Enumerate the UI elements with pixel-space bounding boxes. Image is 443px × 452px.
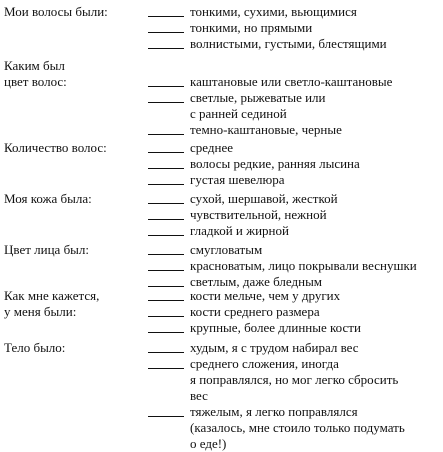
option: смугловатым [148,242,439,258]
section-label: Количество волос: [4,140,107,155]
option: светлым, даже бледным [148,274,439,290]
answer-blank[interactable] [148,286,184,287]
answer-blank[interactable] [148,102,184,103]
answer-blank[interactable] [148,416,184,417]
answer-blank[interactable] [148,86,184,87]
option: тонкими, но прямыми [148,20,439,36]
option-list [148,74,439,138]
section-label: Как мне кажется, у меня были: [4,288,100,319]
answer-blank[interactable] [148,270,184,271]
section-label: Каким был цвет волос: [4,58,67,89]
answer-blank[interactable] [148,184,184,185]
option: светлые, рыжеватые или с ранней сединой [148,90,439,122]
answer-blank[interactable] [148,32,184,33]
section-label: Цвет лица был: [4,242,90,257]
answer-blank[interactable] [148,352,184,353]
answer-blank[interactable] [148,152,184,153]
section-label: Тело было: [4,340,66,355]
option: тонкими, сухими, вьющимися [148,4,439,20]
option: тяжелым, я легко поправлялся (казалось, мне стоило только подумать о еде!) [148,404,439,452]
option: среднего сложения, иногда я поправлялся, но мог легко сбросить вес [148,356,439,404]
option: сухой, шершавой, жесткой [148,191,439,207]
option: густая шевелюра [148,172,439,188]
option: кости среднего размера [148,304,439,320]
option-list [148,242,439,290]
option: гладкой и жирной [148,223,439,239]
option-list [148,340,439,452]
option-list [148,140,439,188]
answer-blank[interactable] [148,332,184,333]
option: чувствительной, нежной [148,207,439,223]
option-list [148,191,439,239]
option: волнистыми, густыми, блестящими [148,36,439,52]
option: среднее [148,140,439,156]
answer-blank[interactable] [148,300,184,301]
section-label: Мои волосы были: [4,4,108,19]
section-label: Моя кожа была: [4,191,92,206]
option: кости мельче, чем у других [148,288,439,304]
answer-blank[interactable] [148,134,184,135]
option: красноватым, лицо покрывали веснушки [148,258,439,274]
answer-blank[interactable] [148,368,184,369]
option-list [148,288,439,336]
option: темно-каштановые, черные [148,122,439,138]
answer-blank[interactable] [148,235,184,236]
answer-blank[interactable] [148,16,184,17]
answer-blank[interactable] [148,219,184,220]
option: волосы редкие, ранняя лысина [148,156,439,172]
answer-blank[interactable] [148,48,184,49]
option: крупные, более длинные кости [148,320,439,336]
answer-blank[interactable] [148,203,184,204]
option: каштановые или светло-каштановые [148,74,439,90]
answer-blank[interactable] [148,254,184,255]
option: худым, я с трудом набирал вес [148,340,439,356]
answer-blank[interactable] [148,316,184,317]
answer-blank[interactable] [148,168,184,169]
option-list [148,4,439,52]
